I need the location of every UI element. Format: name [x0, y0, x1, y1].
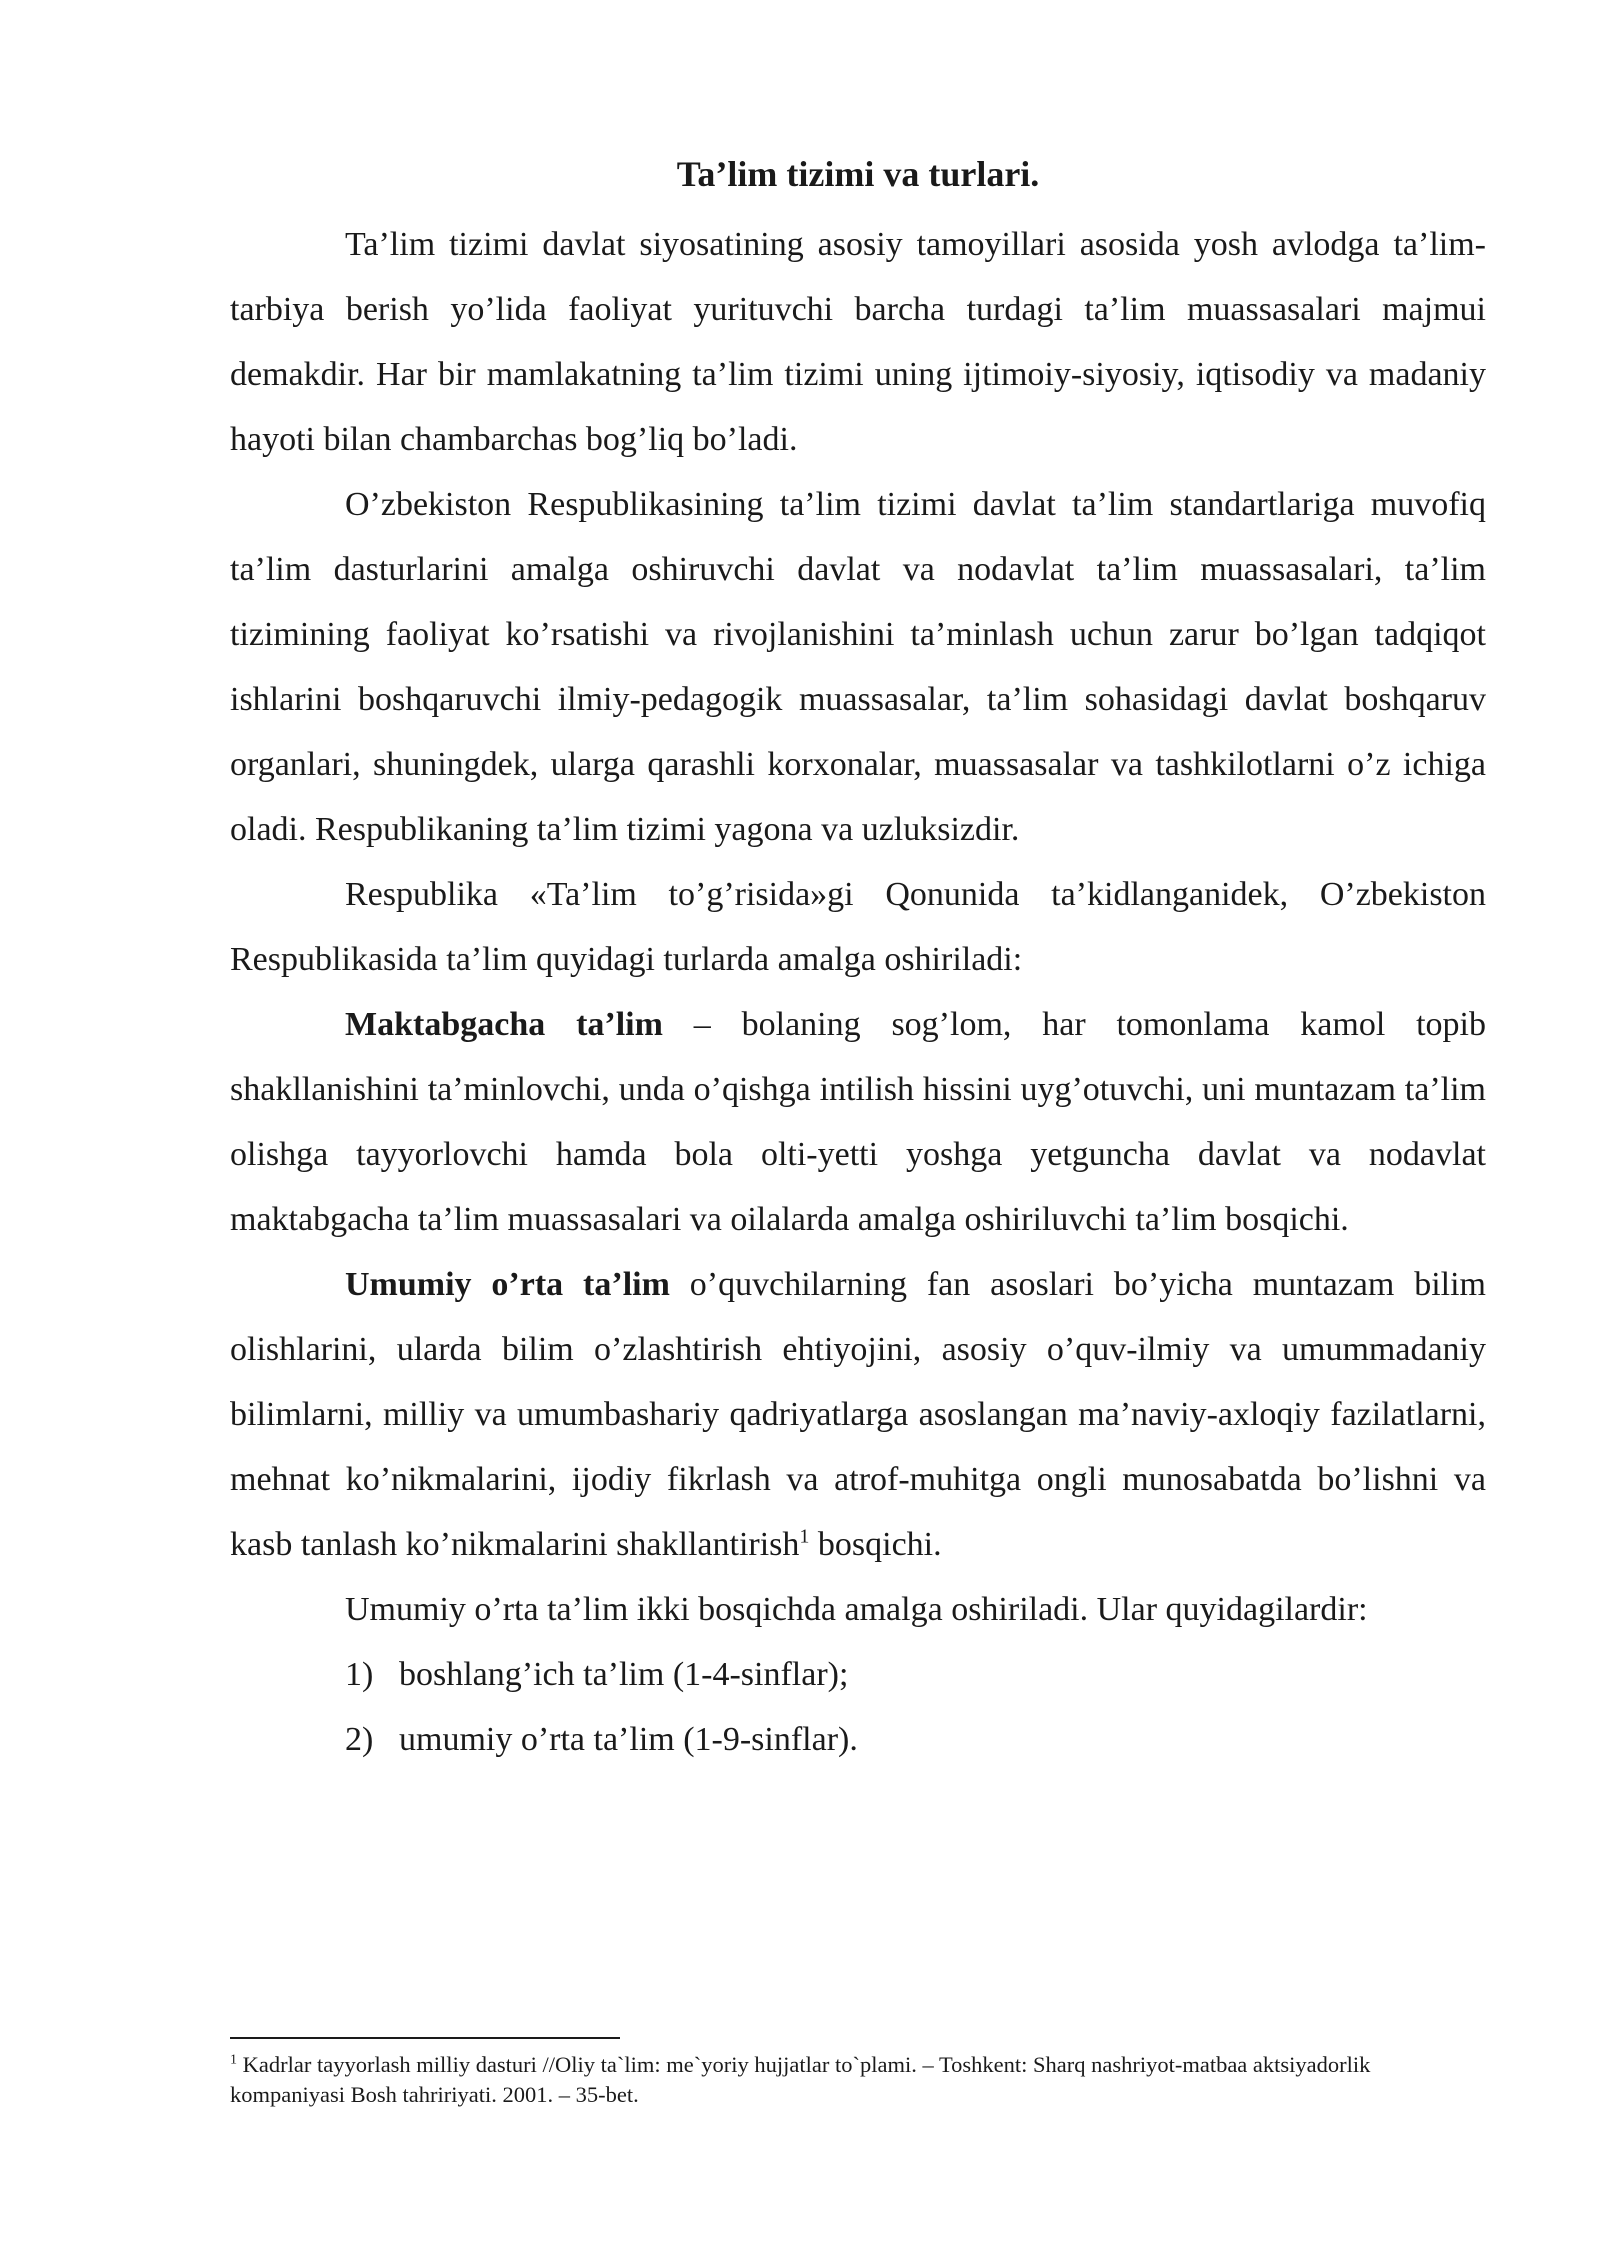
list-item-text: boshlang’ich ta’lim (1-4-sinflar); — [399, 1656, 849, 1693]
footnote — [230, 2050, 1486, 2110]
paragraph-2: O’zbekiston Respublikasining ta’lim tizimi davlat ta’lim standartlariga muvofiq ta’lim dasturlarini amalga oshiruvchi davlat va nodavlat ta’lim muassasalari, ta’lim tizimining faoliyat ko’rsatishi va rivojlanishini ta’minlash uchun zarur bo’lgan tadqiqot ishlarini boshqaruvchi ilmiy-pedagogik muassasalar, ta’lim sohasidagi davlat boshqaruv organlari, shuningdek, ularga qarashli korxonalar, muassasalar va tashkilotlarni o’z ichiga oladi. Respublikaning ta’lim tizimi yagona va uzluksizdir. — [230, 486, 1486, 848]
preschool-definition: – bolaning sog’lom, har tomonlama kamol topib shakllanishini ta’minlovchi, unda o’qishga intilish hissini uyg’otuvchi, uni muntazam ta’lim olishga tayyorlovchi hamda bola olti-yetti yoshga yetguncha davlat va nodavlat maktabgacha ta’lim muassasalari va oilalarda amalga oshiriluvchi ta’lim bosqichi. — [230, 1006, 1487, 1238]
term-preschool: Maktabgacha ta’lim — [345, 1006, 663, 1043]
paragraph-1: Ta’lim tizimi davlat siyosatining asosiy tamoyillari asosida yosh avlodga ta’lim-tarbiya berish yo’lida faoliyat yurituvchi barcha turdagi ta’lim muassasalari majmui demakdir. Har bir mamlakatning ta’lim tizimi uning ijtimoiy-siyosiy, iqtisodiy va madaniy hayoti bilan chambarchas bog’liq bo’ladi. — [230, 226, 1486, 458]
term-general-secondary: Umumiy o’rta ta’lim — [345, 1266, 670, 1303]
list-item-text: umumiy o’rta ta’lim (1-9-sinflar). — [399, 1721, 858, 1758]
list-item — [345, 1642, 1486, 1707]
paragraph-stages: Umumiy o’rta ta’lim ikki bosqichda amalga oshiriladi. Ular quyidagilardir: — [345, 1591, 1368, 1628]
paragraph-preschool — [230, 992, 1486, 1252]
document-body — [230, 150, 1486, 1772]
list-item-number: 1) — [345, 1656, 374, 1693]
general-secondary-tail: bosqichi. — [809, 1526, 942, 1563]
paragraph-general-secondary — [230, 1252, 1486, 1577]
footnote-marker: 1 — [230, 2052, 237, 2068]
paragraph-3: Respublika «Ta’lim to’g’risida»gi Qonunida ta’kidlanganidek, O’zbekiston Respublikasida ta’lim quyidagi turlarda amalga oshiriladi: — [230, 876, 1486, 978]
stages-list — [230, 1642, 1486, 1772]
footnote-reference[interactable]: 1 — [799, 1525, 810, 1548]
page-title: Ta’lim tizimi va turlari. — [676, 154, 1040, 194]
list-item-number: 2) — [345, 1721, 374, 1758]
list-item — [345, 1707, 1486, 1772]
footnote-text: Kadrlar tayyorlash milliy dasturi //Oliy ta`lim: me`yoriy hujjatlar to`plami. – Toshkent: Sharq nashriyot-matbaa aktsiyadorlik kompaniyasi Bosh tahririyati. 2001. – 35-bet. — [230, 2052, 1371, 2107]
footnote-separator — [230, 2037, 620, 2039]
general-secondary-definition: o’quvchilarning fan asoslari bo’yicha muntazam bilim olishlarini, ularda bilim o’zlashtirish ehtiyojini, asosiy o’quv-ilmiy va umummadaniy bilimlarni, milliy va umumbashariy qadriyatlarga asoslangan ma’naviy-axloqiy fazilatlarni, mehnat ko’nikmalarini, ijodiy fikrlash va atrof-muhitga ongli munosabatda bo’lishni va kasb tanlash ko’nikmalarini shakllantirish — [230, 1266, 1486, 1563]
